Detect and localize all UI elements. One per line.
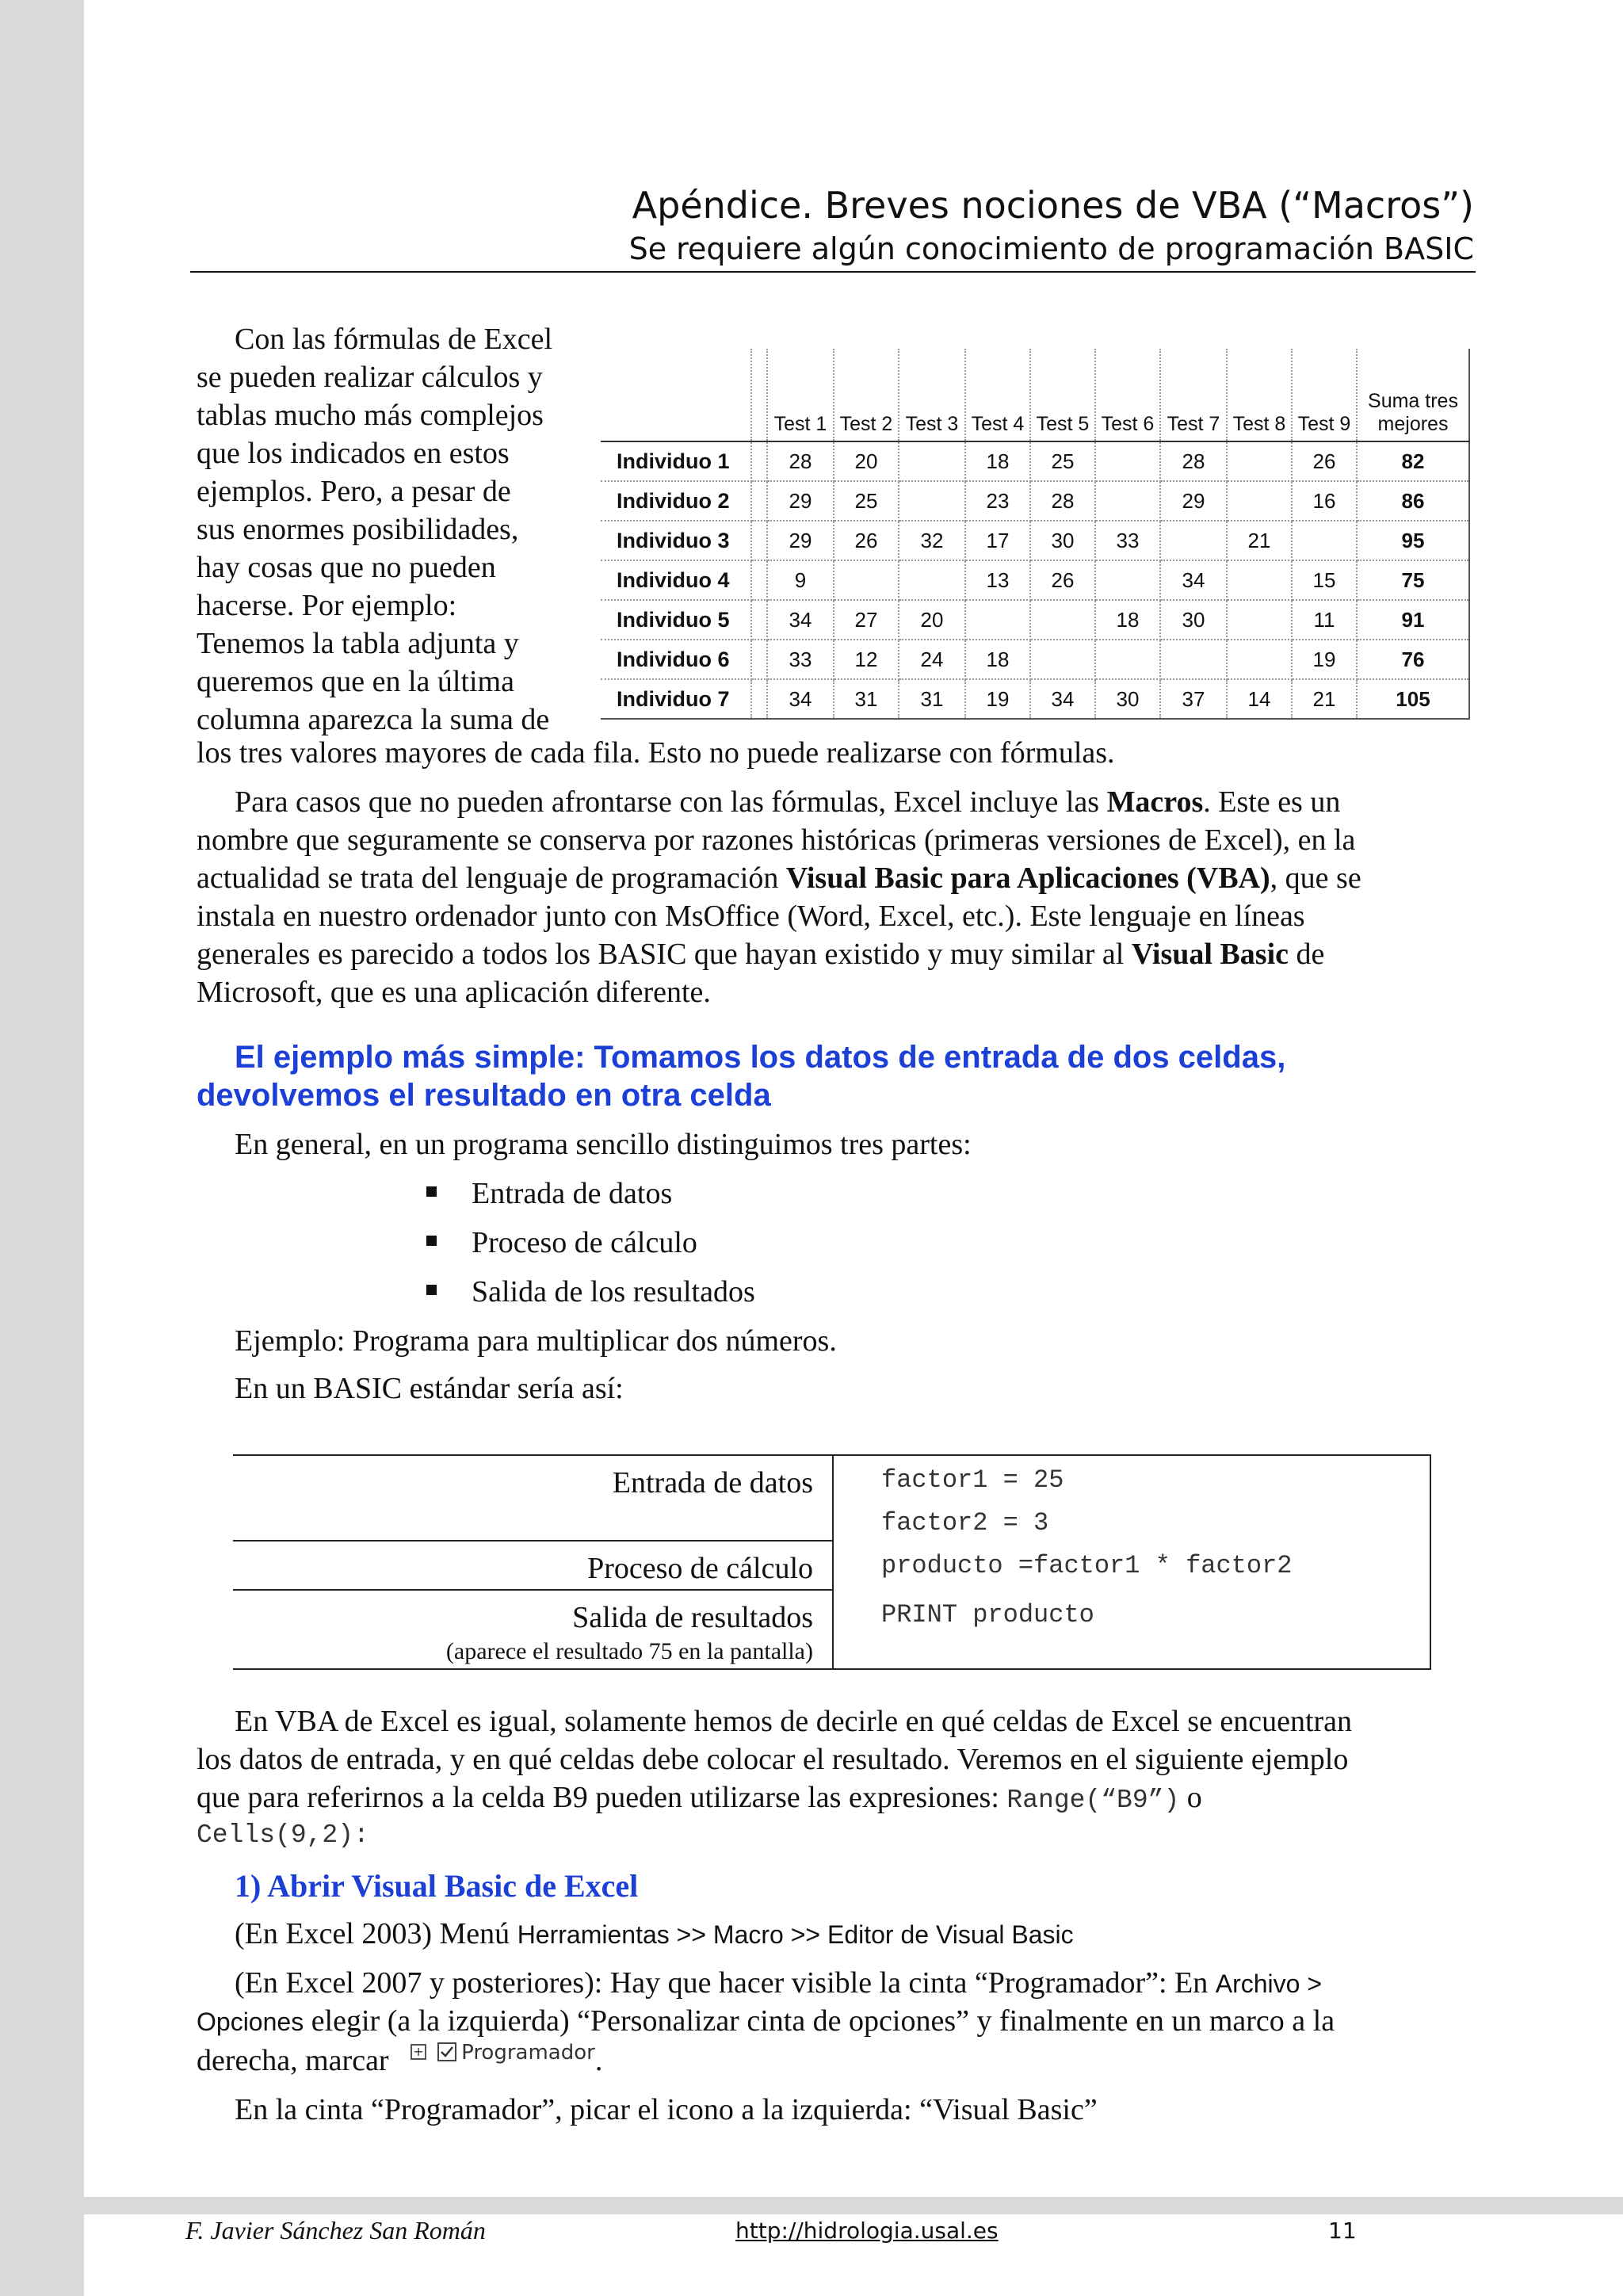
header-corner (601, 349, 751, 441)
page-title: Apéndice. Breves nociones de VBA (“Macros”) (632, 184, 1474, 227)
table-cell: 12 (834, 640, 899, 679)
table-cell: 29 (1160, 481, 1227, 521)
row-spacer (751, 521, 767, 560)
table-cell: 29 (767, 481, 834, 521)
table-cell: 18 (1095, 600, 1160, 640)
row-label: Individuo 1 (601, 441, 751, 481)
table-cell: 18 (965, 640, 1030, 679)
menu-path: Herramientas >> Macro >> Editor de Visual Basic (517, 1920, 1074, 1949)
bold-term: Visual Basic (1131, 938, 1289, 971)
output-label: Salida de resultados (572, 1601, 813, 1634)
bold-term: Macros (1106, 785, 1204, 819)
paragraph-line (197, 859, 1361, 897)
header-divider (190, 271, 1476, 273)
table-cell: 33 (767, 640, 834, 679)
step-heading: 1) Abrir Visual Basic de Excel (235, 1868, 639, 1904)
row-label: Individuo 3 (601, 521, 751, 560)
row-label: Individuo 7 (601, 679, 751, 719)
table-border (832, 1454, 834, 1670)
table-cell: 34 (1030, 679, 1095, 719)
row-spacer (751, 640, 767, 679)
row-spacer (751, 600, 767, 640)
sum-cell: 82 (1357, 441, 1469, 481)
output-note: (aparece el resultado 75 en la pantalla) (445, 1638, 813, 1664)
list-item-label: Salida de los resultados (472, 1275, 755, 1308)
table-cell (1030, 640, 1095, 679)
table-cell: 37 (1160, 679, 1227, 719)
sum-header-line: mejores (1377, 413, 1449, 435)
intro-line: columna aparezca la suma de (197, 703, 550, 736)
text: (En Excel 2007 y posteriores): Hay que hacer visible la cinta “Programador”: En (235, 1966, 1216, 2000)
intro-line: los tres valores mayores de cada fila. Esto no puede realizarse con fórmulas. (197, 736, 1115, 770)
text: actualidad se trata del lenguaje de programación (197, 861, 786, 895)
table-border (233, 1589, 832, 1591)
table-cell (1227, 640, 1292, 679)
table-cell: 29 (767, 521, 834, 560)
table-cell: 20 (899, 600, 965, 640)
table-cell: 32 (899, 521, 965, 560)
table-cell: 26 (834, 521, 899, 560)
intro-line: sus enormes posibilidades, (197, 513, 519, 546)
intro-line: tablas mucho más complejos (197, 399, 544, 432)
table-cell (1227, 560, 1292, 600)
paragraph-line (235, 783, 1340, 821)
table-cell (1227, 441, 1292, 481)
table-cell: 14 (1227, 679, 1292, 719)
ribbon-line: En la cinta “Programador”, picar el icono a la izquierda: “Visual Basic” (235, 2093, 1098, 2126)
text: de (1289, 938, 1325, 971)
table-cell: 19 (1292, 640, 1357, 679)
table-header-row (601, 349, 1469, 441)
code-snippet: Range(“B9”) (1006, 1786, 1180, 1815)
bullet-icon (426, 1236, 437, 1246)
paragraph-line: nombre que seguramente se conserva por razones históricas (primeras versiones de Excel), en la (197, 823, 1356, 857)
table-cell: 25 (1030, 441, 1095, 481)
column-header: Test 4 (965, 349, 1030, 441)
list-item-label: Entrada de datos (472, 1177, 673, 1210)
text: derecha, marcar (197, 2044, 397, 2077)
footer-link[interactable]: http://hidrologia.usal.es (735, 2218, 999, 2244)
row-label: Individuo 6 (601, 640, 751, 679)
table-row (601, 441, 1469, 481)
intro-line: queremos que en la última (197, 665, 514, 698)
sum-cell: 91 (1357, 600, 1469, 640)
table-row (601, 560, 1469, 600)
row-label: Individuo 4 (601, 560, 751, 600)
list-item (426, 1175, 672, 1213)
bullet-icon (426, 1186, 437, 1197)
page-number: 11 (1328, 2218, 1357, 2244)
code-line: PRINT producto (881, 1600, 1094, 1629)
table-cell (899, 560, 965, 600)
table-cell (1095, 441, 1160, 481)
menu-path: Archivo > (1215, 1969, 1323, 1998)
row-label: Individuo 5 (601, 600, 751, 640)
table-cell: 26 (1292, 441, 1357, 481)
table-row (601, 640, 1469, 679)
bottom-margin-band (84, 2197, 1623, 2214)
column-header: Test 2 (834, 349, 899, 441)
table-cell: 28 (767, 441, 834, 481)
header-spacer (751, 349, 767, 441)
programador-label: Programador (461, 2041, 595, 2065)
table-cell (1095, 481, 1160, 521)
table-cell: 34 (767, 600, 834, 640)
table-cell: 21 (1292, 679, 1357, 719)
footer-author: F. Javier Sánchez San Román (185, 2216, 486, 2244)
menu-path: Opciones (197, 2008, 304, 2036)
table-border (233, 1540, 832, 1541)
text: . (594, 2044, 603, 2077)
text: generales es parecido a todos los BASIC que hayan existido y muy similar al (197, 938, 1132, 971)
table-cell (1030, 600, 1095, 640)
list-item-label: Proceso de cálculo (472, 1226, 697, 1259)
intro-line: ejemplos. Pero, a pesar de (197, 475, 511, 508)
table-cell: 28 (1160, 441, 1227, 481)
table-cell: 17 (965, 521, 1030, 560)
column-header: Test 8 (1227, 349, 1292, 441)
table-cell: 16 (1292, 481, 1357, 521)
table-cell (899, 441, 965, 481)
bold-term: Visual Basic para Aplicaciones (VBA) (785, 861, 1270, 895)
page-subtitle: Se requiere algún conocimiento de programación BASIC (628, 231, 1474, 266)
table-cell (1292, 521, 1357, 560)
table-cell: 20 (834, 441, 899, 481)
text: que para referirnos a la celda B9 pueden utilizarse las expresiones: (197, 1781, 1007, 1814)
code-line: factor2 = 3 (881, 1508, 1049, 1538)
text: (En Excel 2003) Menú (235, 1917, 517, 1950)
table-cell: 23 (965, 481, 1030, 521)
code-line: producto =factor1 * factor2 (881, 1551, 1293, 1580)
table-cell (1160, 640, 1227, 679)
section-heading-line: El ejemplo más simple: Tomamos los datos de entrada de dos celdas, (235, 1040, 1286, 1075)
example-line: Ejemplo: Programa para multiplicar dos números. (235, 1324, 837, 1358)
sum-column-header (1357, 349, 1469, 441)
sum-cell: 76 (1357, 640, 1469, 679)
excel-2007-line (235, 1964, 1322, 2003)
programador-checkbox-image (411, 2030, 595, 2072)
sum-header-line: Suma tres (1368, 390, 1458, 412)
text: . Este es un (1203, 785, 1341, 819)
table-row (601, 600, 1469, 640)
row-spacer (751, 679, 767, 719)
general-intro: En general, en un programa sencillo distinguimos tres partes: (235, 1128, 972, 1161)
row-spacer (751, 481, 767, 521)
paragraph-line: En VBA de Excel es igual, solamente hemos de decirle en qué celdas de Excel se encuentran (235, 1705, 1353, 1738)
table-cell (899, 481, 965, 521)
table-cell: 11 (1292, 600, 1357, 640)
expand-plus-icon: + (411, 2044, 426, 2060)
paragraph-line (197, 935, 1324, 973)
table-cell: 24 (899, 640, 965, 679)
table-cell (1227, 600, 1292, 640)
table-cell: 21 (1227, 521, 1292, 560)
scores-table (601, 349, 1470, 720)
table-cell: 34 (767, 679, 834, 719)
table-cell (965, 600, 1030, 640)
row-spacer (751, 560, 767, 600)
intro-line: que los indicados en estos (197, 437, 510, 470)
text: elegir (a la izquierda) “Personalizar cinta de opciones” y finalmente en un marco a la (304, 2004, 1335, 2038)
table-cell: 15 (1292, 560, 1357, 600)
table-cell: 30 (1160, 600, 1227, 640)
list-item (426, 1224, 697, 1262)
table-cell (1095, 560, 1160, 600)
table-cell: 30 (1030, 521, 1095, 560)
column-header: Test 7 (1160, 349, 1227, 441)
basic-intro-line: En un BASIC estándar sería así: (235, 1372, 624, 1405)
text: Para casos que no pueden afrontarse con las fórmulas, Excel incluye las (235, 785, 1107, 819)
code-snippet: Cells(9,2): (197, 1820, 369, 1850)
text: , que se (1270, 861, 1361, 895)
column-header: Test 6 (1095, 349, 1160, 441)
intro-line: Tenemos la tabla adjunta y (197, 627, 519, 660)
paragraph-line: Microsoft, que es una aplicación diferente. (197, 976, 711, 1009)
paragraph-line (197, 1778, 1202, 1820)
table-cell: 27 (834, 600, 899, 640)
sum-cell: 105 (1357, 679, 1469, 719)
row-spacer (751, 441, 767, 481)
section-heading-line: devolvemos el resultado en otra celda (197, 1078, 771, 1113)
table-cell: 33 (1095, 521, 1160, 560)
row-label: Individuo 2 (601, 481, 751, 521)
checkbox-checked-icon (437, 2042, 456, 2061)
table-cell (1227, 481, 1292, 521)
table-cell (834, 560, 899, 600)
left-margin-band (0, 0, 84, 2296)
table-cell (1095, 640, 1160, 679)
table-row (601, 481, 1469, 521)
section-heading (197, 1038, 1285, 1114)
table-row (601, 521, 1469, 560)
table-cell: 26 (1030, 560, 1095, 600)
column-header: Test 1 (767, 349, 834, 441)
table-cell: 28 (1030, 481, 1095, 521)
bullet-icon (426, 1285, 437, 1295)
sum-cell: 75 (1357, 560, 1469, 600)
intro-line: se pueden realizar cálculos y (197, 361, 543, 394)
table-body (601, 441, 1469, 719)
table-cell: 9 (767, 560, 834, 600)
column-header: Test 3 (899, 349, 965, 441)
intro-line: hay cosas que no pueden (197, 551, 496, 584)
excel-2007-line (197, 2042, 602, 2083)
text: o (1179, 1781, 1202, 1814)
table-border (1430, 1454, 1431, 1670)
column-header: Test 9 (1292, 349, 1357, 441)
table-cell: 25 (834, 481, 899, 521)
table-cell: 31 (834, 679, 899, 719)
paragraph-line: los datos de entrada, y en qué celdas debe colocar el resultado. Veremos en el siguiente ejemplo (197, 1743, 1349, 1776)
list-item (426, 1273, 755, 1311)
sum-cell: 86 (1357, 481, 1469, 521)
process-label: Proceso de cálculo (587, 1552, 813, 1585)
table-cell: 18 (965, 441, 1030, 481)
excel-2007-line (197, 2002, 1335, 2041)
table-cell: 30 (1095, 679, 1160, 719)
table-cell: 19 (965, 679, 1030, 719)
basic-code-table (233, 1454, 1431, 1670)
sum-cell: 95 (1357, 521, 1469, 560)
input-label: Entrada de datos (612, 1466, 813, 1499)
table-row (601, 679, 1469, 719)
paragraph-line: instala en nuestro ordenador junto con MsOffice (Word, Excel, etc.). Este lenguaje en líneas (197, 900, 1305, 933)
table-cell: 13 (965, 560, 1030, 600)
table-cell: 34 (1160, 560, 1227, 600)
intro-line: hacerse. Por ejemplo: (197, 589, 457, 622)
excel-2003-line (235, 1915, 1074, 1954)
table-cell (1160, 521, 1227, 560)
code-line: factor1 = 25 (881, 1465, 1064, 1495)
column-header: Test 5 (1030, 349, 1095, 441)
intro-line: Con las fórmulas de Excel (235, 323, 553, 356)
table-cell: 31 (899, 679, 965, 719)
